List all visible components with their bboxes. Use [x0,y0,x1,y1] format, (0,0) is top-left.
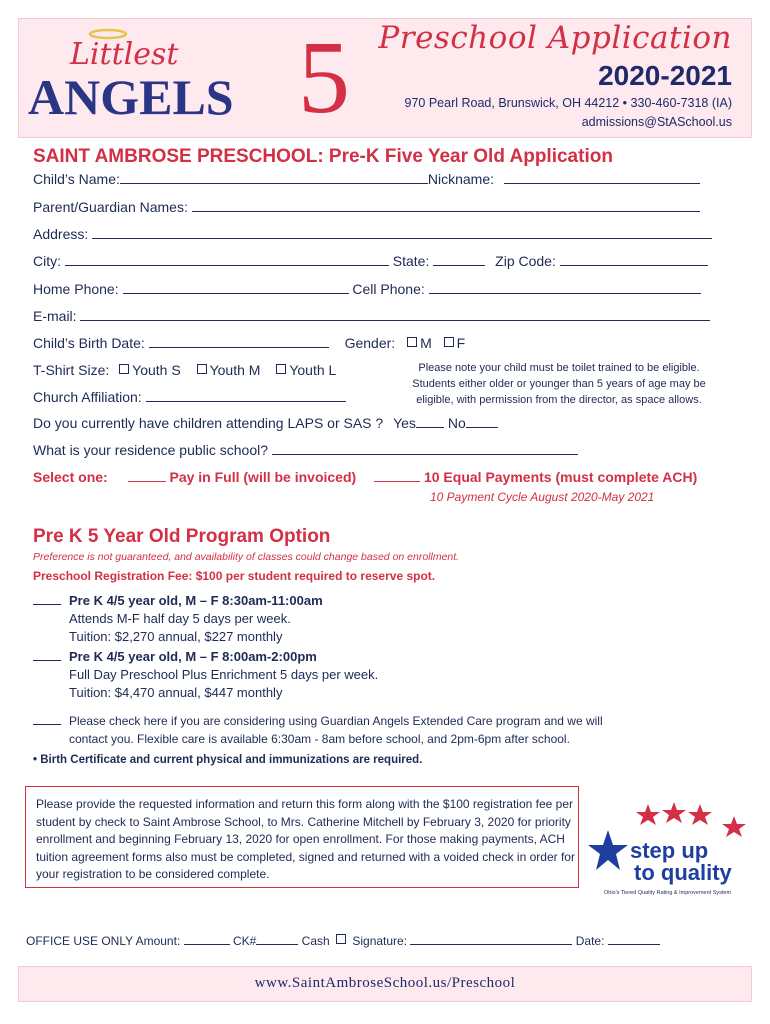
star-icon [636,804,660,825]
birth-date-field[interactable] [149,335,329,348]
form-title: SAINT AMBROSE PRESCHOOL: Pre-K Five Year Old Application [33,146,613,167]
yes-field[interactable] [416,415,444,428]
stepup-tagline: Ohio’s Tiered Quality Rating & Improvement System [604,890,732,896]
star-icon [662,802,686,823]
extended-care [33,712,603,748]
residence-field[interactable] [272,442,578,455]
youth-m-checkbox[interactable] [197,364,207,374]
instructions-text: Please provide the requested information and return this form along with the $100 registration fee per student by check to Saint Ambrose School, to Mrs. Catherine Mitchell by February 3, 2020 for priority enrollment and beginning February 13, 2020 for open enrollment. For those making payments, ACH tuition agreement forms also must be completed, signed and returned with a voided check in order for your registration to be considered complete. [36,797,575,881]
option-half-day-desc: Attends M-F half day 5 days per week. [69,611,291,626]
extended-care-field[interactable] [33,713,61,725]
option-half-day-tuition: Tuition: $2,270 annual, $227 monthly [69,629,283,644]
figure-star-icon [588,830,628,870]
youth-s-label: Youth S [132,362,181,378]
no-field[interactable] [466,415,498,428]
office-signature-label: Signature: [352,934,408,948]
address-label: Address: [33,226,89,242]
birth-date-label: Child’s Birth Date: [33,335,145,351]
youth-l-label: Youth L [289,362,337,378]
program-title: Pre K 5 Year Old Program Option [33,526,331,547]
pay-ach-label: 10 Equal Payments (must complete ACH) [423,469,698,485]
option-half-day-field[interactable] [33,593,61,605]
laps-question: Do you currently have children attending LAPS or SAS ? [33,415,384,431]
state-field[interactable] [433,253,485,266]
home-phone-field[interactable] [123,281,349,294]
step-up-to-quality-logo [588,800,750,900]
residence-question: What is your residence public school? [33,442,269,458]
address-field[interactable] [92,226,712,239]
city-field[interactable] [65,253,389,266]
laps-row [33,415,498,431]
office-amount-field[interactable] [184,934,230,945]
church-row [33,389,346,405]
child-name-label: Child’s Name: [33,171,120,187]
option-half-day [33,592,323,646]
logo-top-text: Littlest [70,37,179,72]
to-quality-text: to quality [634,860,732,885]
app-title: Preschool Application [378,20,732,56]
city-label: City: [33,253,61,269]
office-date-field[interactable] [608,934,660,945]
office-signature-field[interactable] [410,934,572,945]
phone-row [33,281,701,297]
gender-f-checkbox[interactable] [444,337,454,347]
office-amount-label: OFFICE USE ONLY Amount: [26,934,181,948]
bullet-icon: • [33,754,41,766]
pay-full-field[interactable] [128,469,166,482]
church-field[interactable] [146,389,346,402]
address-line: 970 Pearl Road, Brunswick, OH 44212 • 330-460-7318 (IA) [404,96,732,110]
option-full-day-title: Pre K 4/5 year old, M – F 8:00am-2:00pm [69,649,317,664]
registration-fee: Preschool Registration Fee: $100 per student required to reserve spot. [33,569,436,583]
tshirt-label: T-Shirt Size: [33,362,110,378]
preference-note: Preference is not guaranteed, and availability of classes could change based on enrollment. [33,551,460,563]
parent-label: Parent/Guardian Names: [33,199,188,215]
littlest-angels-logo [26,20,366,120]
home-phone-label: Home Phone: [33,281,119,297]
tshirt-row [33,362,336,378]
youth-s-checkbox[interactable] [119,364,129,374]
pay-full-label: Pay in Full (will be invoiced) [169,469,357,485]
email-line: admissions@StASchool.us [581,115,732,129]
child-name-field[interactable] [120,171,428,184]
church-label: Church Affiliation: [33,389,142,405]
logo-main-text: ANGELS [28,69,234,120]
payment-row [33,469,697,485]
email-row [33,308,710,324]
step-up-text: step up [630,838,709,863]
office-ck-label: CK# [232,934,257,948]
cell-phone-field[interactable] [429,281,701,294]
birth-cert-note [33,754,422,766]
footer-website[interactable]: www.SaintAmbroseSchool.us/Preschool [254,975,516,991]
pay-ach-field[interactable] [374,469,420,482]
nickname-field[interactable] [504,171,700,184]
option-full-day [33,648,378,702]
no-label: No [447,415,466,431]
extended-care-line1: Please check here if you are considering using Guardian Angels Extended Care program and we will [69,714,603,728]
eligibility-note: Please note your child must be toilet trained to be eligible. Students either older or younger than 5 years of age may be eligible, with permission from the director, as space allows. [412,362,706,406]
star-icon [722,816,746,837]
star-icon [688,804,712,825]
state-label: State: [392,253,430,269]
school-year: 2020-2021 [598,60,732,91]
office-cash-checkbox[interactable] [336,934,346,944]
office-date-label: Date: [575,934,605,948]
school-address [405,94,732,132]
select-one-label: Select one: [33,469,108,485]
gender-m-checkbox[interactable] [407,337,417,347]
youth-m-label: Youth M [209,362,261,378]
option-half-day-title: Pre K 4/5 year old, M – F 8:30am-11:00am [69,593,323,608]
option-full-day-field[interactable] [33,649,61,661]
address-row [33,226,712,242]
parent-field[interactable] [192,199,700,212]
child-name-row [33,171,700,187]
gender-f-label: F [456,335,466,351]
office-cash-label: Cash [301,934,330,948]
email-field[interactable] [80,308,710,321]
zip-field[interactable] [560,253,708,266]
gender-m-label: M [420,335,432,351]
yes-label: Yes [393,415,416,431]
nickname-label: Nickname: [427,171,495,187]
gender-label: Gender: [344,335,396,351]
parent-row [33,199,700,215]
option-full-day-desc: Full Day Preschool Plus Enrichment 5 days per week. [69,667,379,682]
office-use-row [26,934,660,948]
option-full-day-tuition: Tuition: $4,470 annual, $447 monthly [69,685,283,700]
logo-number: 5 [298,20,350,120]
birth-cert-text: Birth Certificate and current physical and immunizations are required. [40,754,423,766]
city-row [33,253,708,269]
zip-label: Zip Code: [495,253,556,269]
birth-gender-row [33,335,465,351]
residence-row [33,442,578,458]
office-ck-field[interactable] [256,934,298,945]
extended-care-line2: contact you. Flexible care is available 6:30am - 8am before school, and 2pm-6pm after school. [69,732,570,746]
email-label: E-mail: [33,308,77,324]
payment-cycle: 10 Payment Cycle August 2020-May 2021 [430,490,655,504]
cell-phone-label: Cell Phone: [352,281,425,297]
youth-l-checkbox[interactable] [276,364,286,374]
